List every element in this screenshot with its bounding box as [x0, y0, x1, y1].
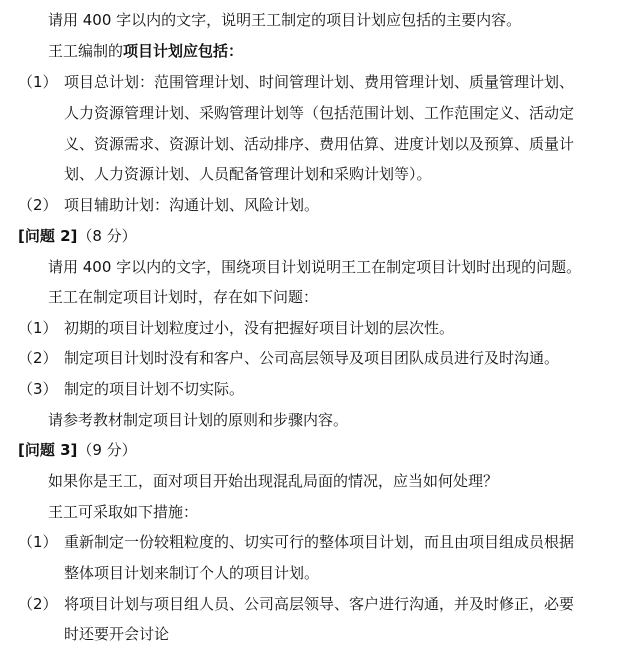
q2-title: [问题 2] — [18, 227, 78, 245]
q2-prompt: 请用 400 字以内的文字，围绕项目计划说明王工在制定项目计划时出现的问题。 — [48, 258, 582, 276]
q3-heading — [18, 440, 137, 460]
list-item-continuation: 整体项目计划来制订个人的项目计划。 — [64, 564, 320, 582]
list-item-text: 制定项目计划时没有和客户、公司高层领导及项目团队成员进行及时沟通。 — [64, 349, 560, 367]
q3-title: [问题 3] — [18, 441, 78, 459]
list-item-number: （2） — [18, 595, 58, 613]
q2-intro: 王工在制定项目计划时，存在如下问题： — [48, 288, 319, 306]
list-item-number: （2） — [18, 196, 58, 214]
list-item-number: （1） — [18, 319, 58, 337]
list-item-text: 项目总计划：范围管理计划、时间管理计划、费用管理计划、质量管理计划、 — [64, 73, 575, 91]
list-item-continuation: 时还要开会讨论 — [64, 625, 170, 643]
list-item-number: （1） — [18, 533, 58, 551]
list-item-continuation: 人力资源管理计划、采购管理计划等（包括范围计划、工作范围定义、活动定 — [64, 104, 575, 122]
list-item-continuation: 义、资源需求、资源计划、活动排序、费用估算、进度计划以及预算、质量计 — [64, 135, 575, 153]
q3-prompt: 如果你是王工，面对项目开始出现混乱局面的情况，应当如何处理？ — [48, 472, 499, 490]
list-item-text: 将项目计划与项目组人员、公司高层领导、客户进行沟通，并及时修正，必要 — [64, 595, 575, 613]
list-item-text: 重新制定一份较粗粒度的、切实可行的整体项目计划，而且由项目组成员根据 — [64, 533, 575, 551]
q1-intro-bold: 项目计划应包括： — [123, 42, 244, 60]
list-item-text: 制定的项目计划不切实际。 — [64, 380, 245, 398]
list-item-number: （1） — [18, 73, 58, 91]
q1-intro-prefix: 王工编制的 — [48, 42, 124, 60]
list-item-number: （3） — [18, 380, 58, 398]
q1-intro — [48, 41, 243, 61]
q3-points: （9 分） — [77, 441, 137, 459]
list-item-text: 初期的项目计划粒度过小，没有把握好项目计划的层次性。 — [64, 319, 455, 337]
q2-heading — [18, 226, 137, 246]
q1-prompt: 请用 400 字以内的文字，说明王工制定的项目计划应包括的主要内容。 — [48, 11, 522, 29]
list-item-number: （2） — [18, 349, 58, 367]
list-item-continuation: 划、人力资源计划、人员配备管理计划和采购计划等）。 — [64, 165, 432, 183]
q3-intro: 王工可采取如下措施： — [48, 503, 199, 521]
q2-note: 请参考教材制定项目计划的原则和步骤内容。 — [48, 411, 349, 429]
list-item-text: 项目辅助计划：沟通计划、风险计划。 — [64, 196, 320, 214]
q2-points: （8 分） — [77, 227, 137, 245]
